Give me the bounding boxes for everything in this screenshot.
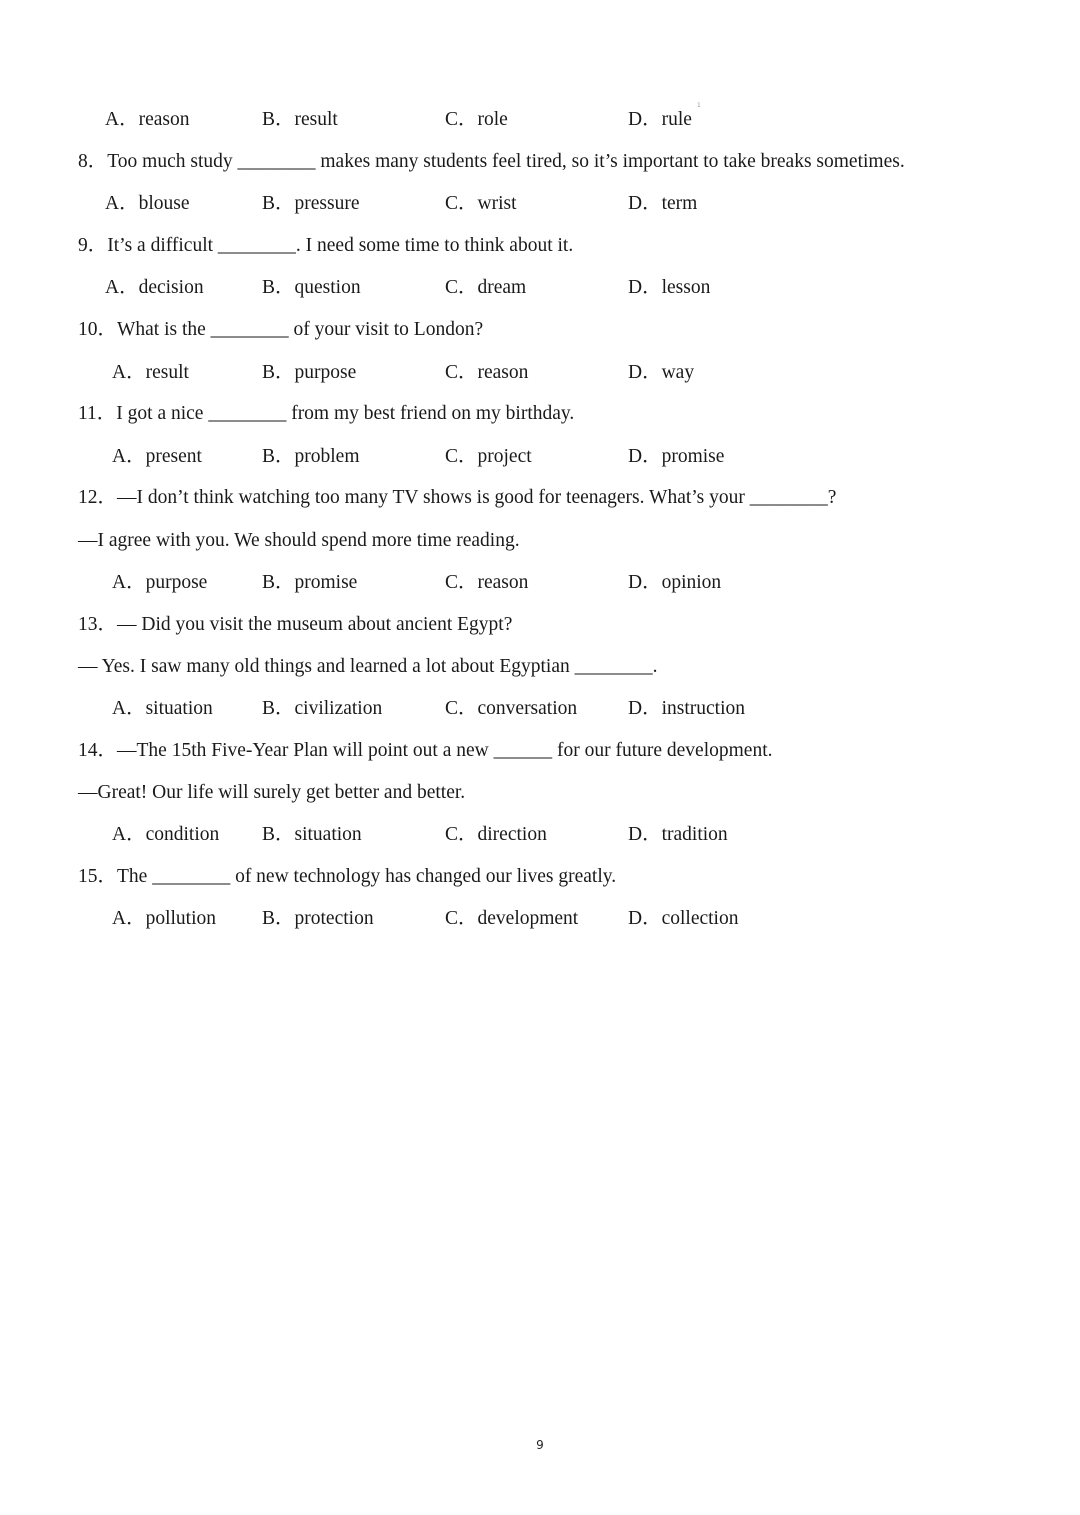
question-12 [0,486,1080,534]
option-b: B．purpose [262,362,357,383]
option-a: A．decision [105,277,204,298]
option-b: B．situation [262,824,362,845]
option-d: D．way [628,362,695,383]
dialogue-reply: —Great! Our life will surely get better and better. [78,782,466,803]
option-c: C．development [445,908,579,929]
option-c: C．reason [445,362,529,383]
option-a: A．condition [112,824,220,845]
option-c: C．role [445,109,508,130]
option-a: A．purpose [112,572,208,593]
option-d: D．instruction [628,698,745,719]
question-text: 15．The ________ of new technology has changed our lives greatly. [78,866,617,887]
question-14-reply [0,781,1080,829]
option-d: D．lesson [628,277,711,298]
corner-mark: 1 [697,102,701,109]
option-a: A．present [112,446,202,467]
option-a: A．reason [105,109,190,130]
option-c: C．project [445,446,532,467]
question-text: 12．—I don’t think watching too many TV shows is good for teenagers. What’s your ________? [78,487,837,508]
question-text: 13．— Did you visit the museum about ancient Egypt? [78,614,513,635]
question-10 [0,318,1080,366]
option-b: B．protection [262,908,374,929]
option-b: B．promise [262,572,358,593]
option-c: C．dream [445,277,527,298]
option-c: C．reason [445,572,529,593]
option-a: A．result [112,362,189,383]
question-text: 11．I got a nice ________ from my best friend on my birthday. [78,403,575,424]
question-text: 9．It’s a difficult ________. I need some time to think about it. [78,235,574,256]
option-d: D．rule [628,109,692,130]
question-text: 14．—The 15th Five-Year Plan will point out a new ______ for our future development. [78,740,773,761]
page-number: 9 [536,1438,544,1452]
option-d: D．tradition [628,824,728,845]
option-d: D．opinion [628,572,722,593]
option-b: B．pressure [262,193,360,214]
options-row-15 [0,907,1080,1027]
option-b: B．civilization [262,698,383,719]
option-a: A．pollution [112,908,217,929]
dialogue-reply: — Yes. I saw many old things and learned a lot about Egyptian ________. [78,656,658,677]
question-13 [0,613,1080,661]
question-13-reply [0,655,1080,703]
option-a: A．situation [112,698,213,719]
question-14 [0,739,1080,787]
question-text: 10．What is the ________ of your visit to London? [78,319,484,340]
option-c: C．wrist [445,193,517,214]
option-b: B．result [262,109,338,130]
option-d: D．promise [628,446,725,467]
option-d: D．term [628,193,698,214]
option-c: C．conversation [445,698,578,719]
option-c: C．direction [445,824,547,845]
option-d: D．collection [628,908,739,929]
question-text: 8．Too much study ________ makes many students feel tired, so it’s important to take breaks sometimes. [78,151,905,172]
question-9 [0,234,1080,282]
option-b: B．problem [262,446,360,467]
question-8 [0,150,1080,198]
question-12-reply [0,529,1080,577]
dialogue-reply: —I agree with you. We should spend more time reading. [78,530,520,551]
question-15 [0,865,1080,913]
question-11 [0,402,1080,450]
option-b: B．question [262,277,361,298]
option-a: A．blouse [105,193,190,214]
